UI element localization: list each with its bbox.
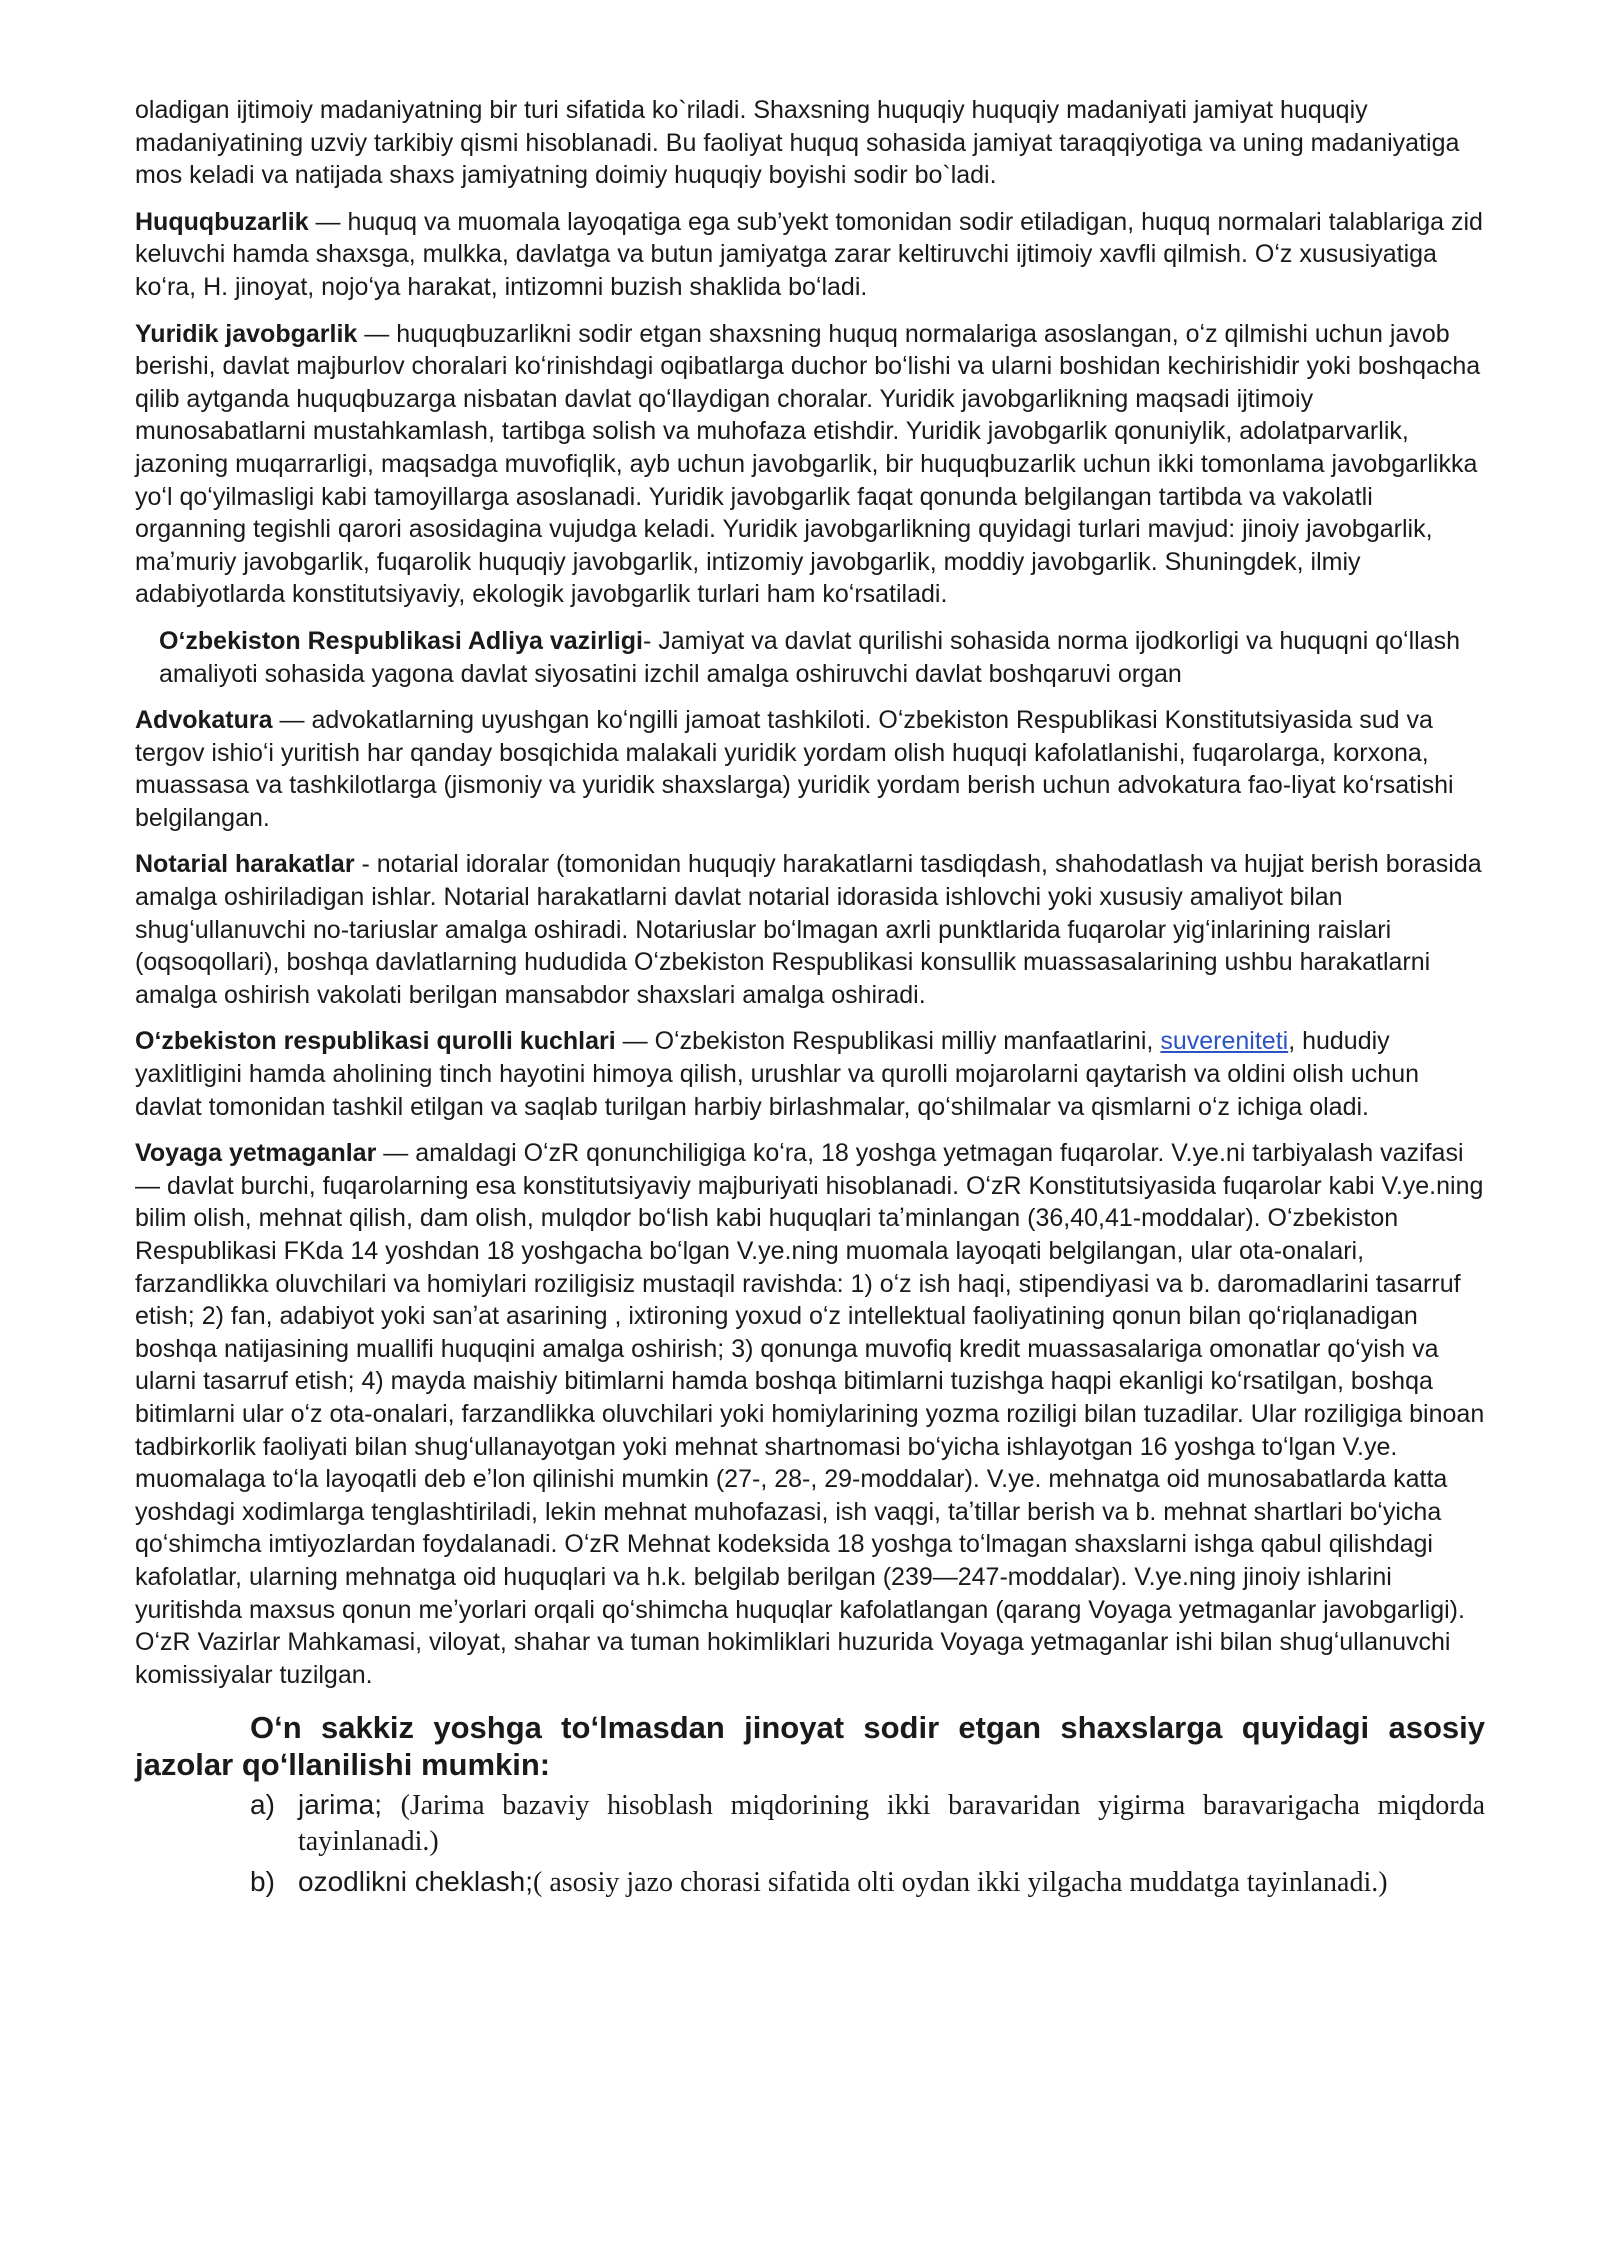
definition-text: — advokatlarning uyushgan koʻngilli jamoat tashkiloti. Oʻzbekiston Respublikasi Konstitutsiyasida sud va tergov ishioʻi yuritish har qanday bosqichida malakali yuridik yordam olish huquqi kafolatlanishi, fuqarolarga, korxona, muassasa va tashkilotlarga (jismoniy va yuridik shaxslarga) yuridik yordam berish uchun advokatura fao-liyat koʻrsatishi belgilangan. (135, 706, 1454, 832)
list-item-note: (Jarima bazaviy hisoblash miqdorining ikki baravaridan yigirma baravarigacha miqdorda tayinlanadi.) (298, 1790, 1485, 1858)
definition-advokatura (135, 704, 1485, 834)
list-marker: b) (250, 1866, 275, 1898)
document-page (135, 94, 1485, 1905)
punishment-list (135, 1787, 1485, 1901)
definition-text: — Oʻzbekiston Respublikasi milliy manfaatlarini, (615, 1027, 1161, 1056)
term-label: Notarial harakatlar (135, 850, 355, 879)
term-label: Yuridik javobgarlik (135, 319, 358, 348)
definition-voyaga-yetmaganlar (135, 1137, 1485, 1691)
suvereniteti-link[interactable]: suvereniteti (1160, 1027, 1289, 1056)
definition-text: , hududiy yaxlitligini hamda aholining tinch hayotini himoya qilish, urushlar va qurolli mojarolarni qaytarish va oldini olish uchun davlat tomonidan tashkil etilgan va saqlab turilgan harbiy birlashmalar, qoʻshilmalar va qismlarni oʻz ichiga oladi. (135, 1027, 1420, 1121)
definition-text: — huquq va muomala layoqatiga ega sub’yekt tomonidan sodir etiladigan, huquq normalari talablariga zid keluvchi hamda shaxsga, mulkka, davlatga va butun jamiyatga zarar keltiruvchi ijtimoiy xavfli qilmish. Oʻz xususiyatiga koʻra, H. jinoyat, nojoʻya harakat, intizomni buzish shaklida boʻladi. (135, 207, 1483, 301)
list-item (135, 1864, 1485, 1901)
list-item-word: jarima; (298, 1789, 401, 1821)
list-item-note: ( asosiy jazo chorasi sifatida olti oydan ikki yilgacha muddatga tayinlanadi.) (533, 1867, 1388, 1899)
definition-notarial-harakatlar (135, 848, 1485, 1011)
term-label: Advokatura (135, 706, 273, 735)
list-marker: a) (250, 1789, 275, 1821)
term-label: Huquqbuzarlik (135, 207, 309, 236)
definition-text: - Jamiyat va davlat qurilishi sohasida norma ijodkorligi va huquqni qoʻllash amaliyoti sohasida yagona davlat siyosatini izchil amalga oshiruvchi davlat boshqaruvi organ (159, 626, 1461, 688)
list-item-text (298, 1864, 1485, 1901)
definition-huquqbuzarlik (135, 206, 1485, 304)
list-item (135, 1787, 1485, 1860)
term-label: Oʻzbekiston respublikasi qurolli kuchlari (135, 1027, 616, 1056)
definition-adliya-vazirligi (135, 625, 1485, 690)
list-item-word: ozodlikni cheklash; (298, 1866, 534, 1898)
term-label: Oʻzbekiston Respublikasi Adliya vazirligi (159, 626, 643, 655)
list-item-text (298, 1787, 1485, 1860)
intro-paragraph (135, 94, 1485, 192)
definition-text: — huquqbuzarlikni sodir etgan shaxsning huquq normalariga asoslangan, oʻz qilmishi uchun javob berishi, davlat majburlov choralari koʻrinishdagi oqibatlarga duchor boʻlishi va ularni boshidan kechirishidir yoki boshqacha qilib aytganda huquqbuzarga nisbatan davlat qoʻllaydigan choralar. Yuridik javobgarlikning maqsadi ijtimoiy munosabatlarni mustahkamlash, tartibga solish va muhofaza etishdir. Yuridik javobgarlik qonuniylik, adolatparvarlik, jazoning muqarrarligi, maqsadga muvofiqlik, ayb uchun javobgarlik, bir huquqbuzarlik uchun ikki tomonlama javobgarlikka yoʻl qoʻyilmasligi kabi tamoyillarga asoslanadi. Yuridik javobgarlik faqat qonunda belgilangan tartibda va vakolatli organning tegishli qarori asosidagina vujudga keladi. Yuridik javobgarlikning quyidagi turlari mavjud: jinoiy javobgarlik, maʼmuriy javobgarlik, fuqarolik huquqiy javobgarlik, intizomiy javobgarlik, moddiy javobgarlik. Shuningdek, ilmiy adabiyotlarda konstitutsiyaviy, ekologik javobgarlik turlari ham koʻrsatiladi. (135, 319, 1481, 609)
definition-text: — amaldagi OʻzR qonunchiligiga koʻra, 18 yoshga yetmagan fuqarolar. V.ye.ni tarbiyalash vazifasi — davlat burchi, fuqarolarning esa konstitutsiyaviy majburiyati hisoblanadi. OʻzR Konstitutsiyasida fuqarolar kabi V.ye.ning bilim olish, mehnat qilish, dam olish, mulqdor boʻlish kabi huquqlari taʼminlangan (36,40,41-moddalar). Oʻzbekiston Respublikasi FKda 14 yoshdan 18 yoshgacha boʻlgan V.ye.ning muomala layoqati belgilangan, ular ota-onalari, farzandlikka oluvchilari va homiylari roziligisiz mustaqil ravishda: 1) oʻz ish haqi, stipendiyasi va b. daromadlarini tasarruf etish; 2) fan, adabiyot yoki sanʼat asarining , ixtironing yoxud oʻz intellektual faoliyatining qonun bilan qoʻriqlanadigan boshqa natijasining muallifi huquqini amalga oshirish; 3) qonunga muvofiq kredit muassasalariga omonatlar qoʻyish va ularni tasarruf etish; 4) mayda maishiy bitimlarni hamda boshqa bitimlarni tuzishga haqpi ekanligi koʻrsatilgan, boshqa bitimlarni ular oʻz ota-onalari, farzandlikka oluvchilari yoki homiylarining yozma roziligi bilan tuzadilar. Ular roziligiga binoan tadbirkorlik faoliyati bilan shugʻullanayotgan yoki mehnat shartnomasi boʻyicha ishlayotgan 16 yoshga toʻlgan V.ye. muomalaga toʻla layoqatli deb eʼlon qilinishi mumkin (27-, 28-, 29-moddalar). V.ye. mehnatga oid munosabatlarda katta yoshdagi xodimlarga tenglashtiriladi, lekin mehnat muhofazasi, ish vaqgi, taʼtillar berish va b. mehnat shartlari boʻyicha qoʻshimcha imtiyozlardan foydalanadi. OʻzR Mehnat kodeksida 18 yoshga toʻlmagan shaxslarni ishga qabul qilishdagi kafolatlar, ularning mehnatga oid huquqlari va h.k. belgilab berilgan (239—247-moddalar). V.ye.ning jinoiy ishlarini yuritishda maxsus qonun meʼyorlari orqali qoʻshimcha huquqlar kafolatlangan (qarang Voyaga yetmaganlar javobgarligi). OʻzR Vazirlar Mahkamasi, viloyat, shahar va tuman hokimliklari huzurida Voyaga yetmaganlar ishi bilan shugʻullanuvchi komissiyalar tuzilgan. (135, 1139, 1485, 1689)
definition-yuridik-javobgarlik (135, 318, 1485, 611)
term-label: Voyaga yetmaganlar (135, 1139, 377, 1168)
section-heading: Oʻn sakkiz yoshga toʻlmasdan jinoyat sodir etgan shaxslarga quyidagi asosiy jazolar qoʻllanilishi mumkin: (135, 1710, 1485, 1783)
intro-text: oladigan ijtimoiy madaniyatning bir turi sifatida ko`riladi. Shaxsning huquqiy huquqiy madaniyati jamiyat huquqiy madaniyatining uzviy tarkibiy qismi hisoblanadi. Bu faoliyat huquq sohasida jamiyat taraqqiyotiga va uning madaniyatiga mos keladi va natijada shaxs jamiyatning doimiy huquqiy boyishi sodir bo`ladi. (135, 96, 1460, 190)
definition-qurolli-kuchlari (135, 1025, 1485, 1123)
definition-text: - notarial idoralar (tomonidan huquqiy harakatlarni tasdiqdash, shahodatlash va hujjat berish borasida amalga oshiriladigan ishlar. Notarial harakatlarni davlat notarial idorasida ishlovchi yoki xususiy amaliyot bilan shugʻullanuvchi no-tariuslar amalga oshiradi. Notariuslar boʻlmagan axrli punktlarida fuqarolar yigʻinlarining raislari (oqsoqollari), boshqa davlatlarning hududida Oʻzbekiston Respublikasi konsullik muassasalarining ushbu harakatlarni amalga oshirish vakolati berilgan mansabdor shaxslari amalga oshiradi. (135, 850, 1482, 1009)
